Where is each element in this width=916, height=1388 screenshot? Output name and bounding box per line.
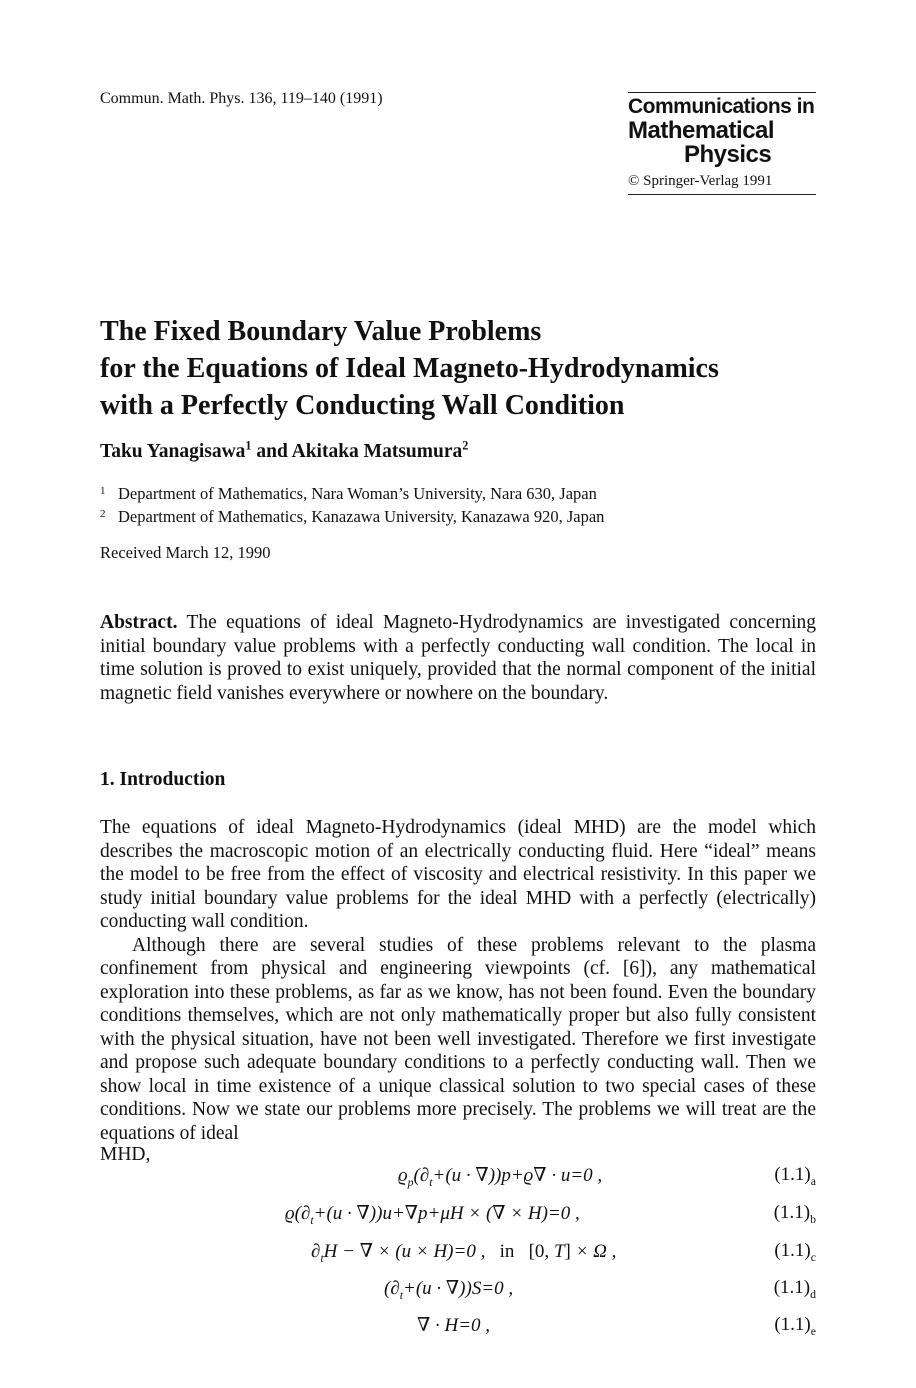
affiliation-1-text: Department of Mathematics, Nara Woman’s University, Nara 630, Japan xyxy=(118,484,597,503)
affiliation-1-num: 1 xyxy=(100,485,106,497)
affiliation-2 xyxy=(100,504,604,527)
equation-1-1e: ∇ · H=0 , xyxy=(417,1315,491,1336)
author-conjunction: and xyxy=(256,441,288,462)
equation-label-1-1e: $(1.1)_e$ xyxy=(774,1314,816,1338)
affiliation-2-text: Department of Mathematics, Kanazawa University, Kanazawa 920, Japan xyxy=(118,507,605,526)
equation-1-1c: $\partial_tH$ − ∇ × (u × H)=0 , in [0, T] × Ω , xyxy=(311,1241,617,1265)
copyright: © Springer-Verlag 1991 xyxy=(628,173,773,189)
introduction-body xyxy=(100,816,816,1145)
equation-label-1-1b: $(1.1)_b$ xyxy=(773,1202,816,1226)
equation-label-1-1c: $(1.1)_c$ xyxy=(774,1240,816,1264)
affiliation-2-num: 2 xyxy=(100,508,106,520)
received-date: Received March 12, 1990 xyxy=(100,543,271,562)
author-1-sup: 1 xyxy=(245,438,252,453)
title-line-3: with a Perfectly Conducting Wall Condition xyxy=(100,390,625,421)
journal-reference: Commun. Math. Phys. 136, 119–140 (1991) xyxy=(100,90,383,107)
journal-logo xyxy=(628,95,816,167)
logo-line-2: Mathematical xyxy=(628,117,775,144)
affiliation-1 xyxy=(100,481,604,504)
logo-bottom-rule xyxy=(628,194,816,195)
equation-label-1-1a: $(1.1)_a$ xyxy=(774,1164,816,1188)
logo-line-3: Physics xyxy=(684,141,772,168)
equation-label-1-1d: $(1.1)_d$ xyxy=(773,1277,816,1301)
equation-1-1b: $ϱ(\partial_t+(u \cdot \nabla))u+\nabla p+\mu H$ × (∇ × H)=0 , xyxy=(285,1203,580,1227)
intro-paragraph-2-end: MHD, xyxy=(100,1144,151,1165)
title-line-2: for the Equations of Ideal Magneto-Hydrodynamics xyxy=(100,353,719,384)
authors xyxy=(100,438,469,463)
intro-paragraph-2: Although there are several studies of these problems relevant to the plasma confinement from physical and engineering viewpoints (cf. [6]), any mathematical exploration into these problems, as far as we know, has not been found. Even the boundary conditions themselves, which are not only mathematically proper but also fully consistent with the physical situation, have not been well investigated. Therefore we first investigate and propose such adequate boundary conditions to a perfectly conducting wall. Then we show local in time existence of a unique classical solution to two special cases of these conditions. Now we state our problems more precisely. The problems we will treat are the equations of ideal xyxy=(100,934,816,1144)
author-2: Akitaka Matsumura xyxy=(291,441,463,462)
intro-paragraph-1: The equations of ideal Magneto-Hydrodynamics (ideal MHD) are the model which describes the macroscopic motion of an electrically conducting fluid. Here “ideal” means the model to be free from the effect of viscosity and electrical resistivity. In this paper we study initial boundary value problems for the ideal MHD with a perfectly (electrically) conducting wall condition. xyxy=(100,817,816,932)
abstract-text: The equations of ideal Magneto-Hydrodynamics are investigated concerning initial boundary value problems with a perfectly conducting wall condition. The local in time solution is proved to exist uniquely, provided that the normal component of the initial magnetic field vanishes everywhere or nowhere on the boundary. xyxy=(100,612,816,704)
author-2-sup: 2 xyxy=(462,438,469,453)
equation-1-1d: $(\partial_t+(u \cdot \nabla))S=0$ , xyxy=(384,1278,514,1302)
section-heading: 1. Introduction xyxy=(100,769,226,790)
logo-line-1: Communications in xyxy=(628,95,815,118)
affiliations xyxy=(100,481,604,527)
abstract-label: Abstract. xyxy=(100,612,178,633)
journal-logo-box xyxy=(628,92,816,195)
paper-title xyxy=(100,313,719,424)
title-line-1: The Fixed Boundary Value Problems xyxy=(100,316,542,347)
logo-top-rule xyxy=(628,92,816,93)
equation-1-1a: $ϱ_p(\partial_t+(u \cdot \nabla))p+ϱ\nabla \cdot u=0$ , xyxy=(398,1165,603,1189)
abstract xyxy=(100,611,816,705)
author-1: Taku Yanagisawa xyxy=(100,441,246,462)
